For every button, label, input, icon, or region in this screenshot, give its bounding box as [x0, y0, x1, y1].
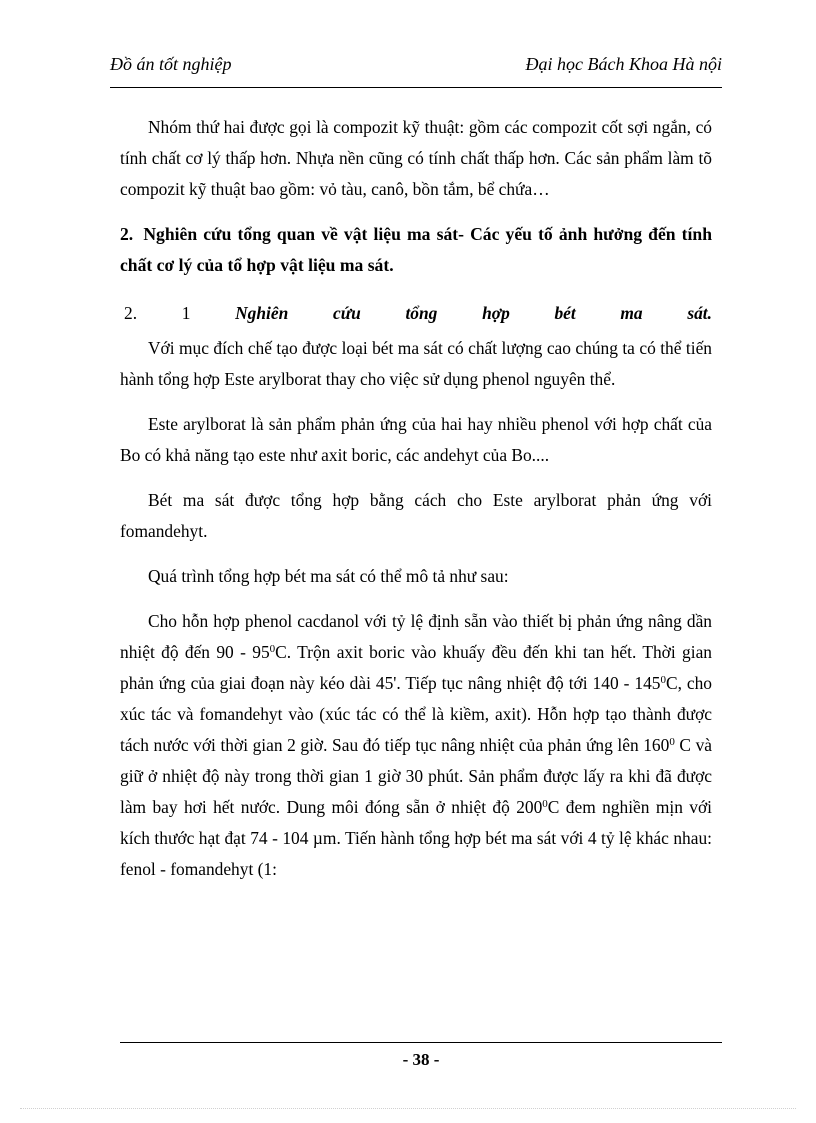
- subsection-word-7: sát.: [687, 303, 712, 323]
- degree-sup-2: 0: [660, 674, 666, 686]
- subsection-word-4: hợp: [482, 303, 510, 323]
- footer-divider: [120, 1042, 722, 1043]
- section-number: 2.: [120, 224, 134, 244]
- paragraph-este-arylborat: Este arylborat là sản phẩm phản ứng của hai hay nhiều phenol với hợp chất của Bo có khả năng tạo este như axit boric, các andehyt của Bo....: [120, 414, 712, 465]
- process-text-2: C. Trộn axit boric vào khuấy đều đến khi tan hết. Thời gian phản ứng của giai đoạn này kéo dài 45'. Tiếp tục nâng nhiệt độ tới 140 - 145: [120, 642, 712, 693]
- header-thesis-label: Đồ án tốt nghiệp: [110, 54, 232, 74]
- page-body: [120, 112, 712, 885]
- page-number: - 38 -: [402, 1050, 440, 1069]
- subsection-word-3: tổng: [405, 303, 438, 323]
- process-text-4: C và giữ ở nhiệt độ này trong thời gian 1 giờ 30 phút. Sản phẩm được lấy ra khi đã được làm bay hơi hết nước. Dung môi đóng sẵn ở nhiệt độ 200: [120, 735, 713, 817]
- degree-sup-1: 0: [269, 643, 276, 655]
- subsection-word-5: bét: [554, 303, 576, 323]
- subsection-word-1: Nghiên: [235, 303, 289, 323]
- subsection-word-2: cứu: [332, 303, 361, 323]
- paragraph-process-intro: Quá trình tổng hợp bét ma sát có thể mô tả như sau:: [148, 566, 509, 586]
- degree-sup-3: 0: [669, 736, 675, 748]
- paragraph-process-detail: [120, 606, 712, 885]
- degree-sup-4: 0: [542, 798, 548, 810]
- subsection-word-6: ma: [620, 303, 643, 323]
- process-text-3: C, cho xúc tác và fomandehyt vào (xúc tác có thể là kiềm, axit). Hỗn hợp tạo thành được tách nước với thời gian 2 giờ. Sau đó tiếp tục nâng nhiệt của phản ứng lên 160: [120, 673, 712, 755]
- header-divider: [110, 87, 722, 88]
- process-text-5: C đem nghiền mịn với kích thước hạt đạt 74 - 104 µm. Tiến hành tổng hợp bét ma sát với 4 tỷ lệ khác nhau: fenol - fomandehyt (1:: [120, 797, 712, 879]
- running-header: [110, 52, 722, 80]
- page-bottom-border: [20, 1108, 796, 1109]
- section-heading-2: [120, 219, 712, 281]
- process-text-1: Cho hỗn hợp phenol cacdanol với tỷ lệ định sẵn vào thiết bị phản ứng nâng dần nhiệt độ đến 90 - 95: [120, 611, 712, 662]
- section-title: Nghiên cứu tổng quan về vật liệu ma sát- Các yếu tố ảnh hưởng đến tính chất cơ lý của tổ hợp vật liệu ma sát.: [120, 224, 712, 275]
- header-university-label: Đại học Bách Khoa Hà nội: [525, 54, 722, 74]
- subsection-heading-2-1: [120, 298, 712, 329]
- paragraph-purpose: Với mục đích chế tạo được loại bét ma sát có chất lượng cao chúng ta có thể tiến hành tổng hợp Este arylborat thay cho việc sử dụng phenol nguyên thể.: [120, 338, 712, 389]
- paragraph-technical-composite: Nhóm thứ hai được gọi là compozit kỹ thuật: gồm các compozit cốt sợi ngắn, có tính chất cơ lý thấp hơn. Nhựa nền cũng có tính chất thấp hơn. Các sản phẩm làm tõ compozit kỹ thuật bao gồm: vỏ tàu, canô, bồn tắm, bể chứa…: [120, 117, 712, 199]
- subsection-number-major: 2.: [124, 303, 138, 323]
- subsection-number-minor: 1: [181, 303, 191, 323]
- paragraph-synthesis-method: Bét ma sát được tổng hợp bằng cách cho Este arylborat phản ứng với fomandehyt.: [120, 490, 712, 541]
